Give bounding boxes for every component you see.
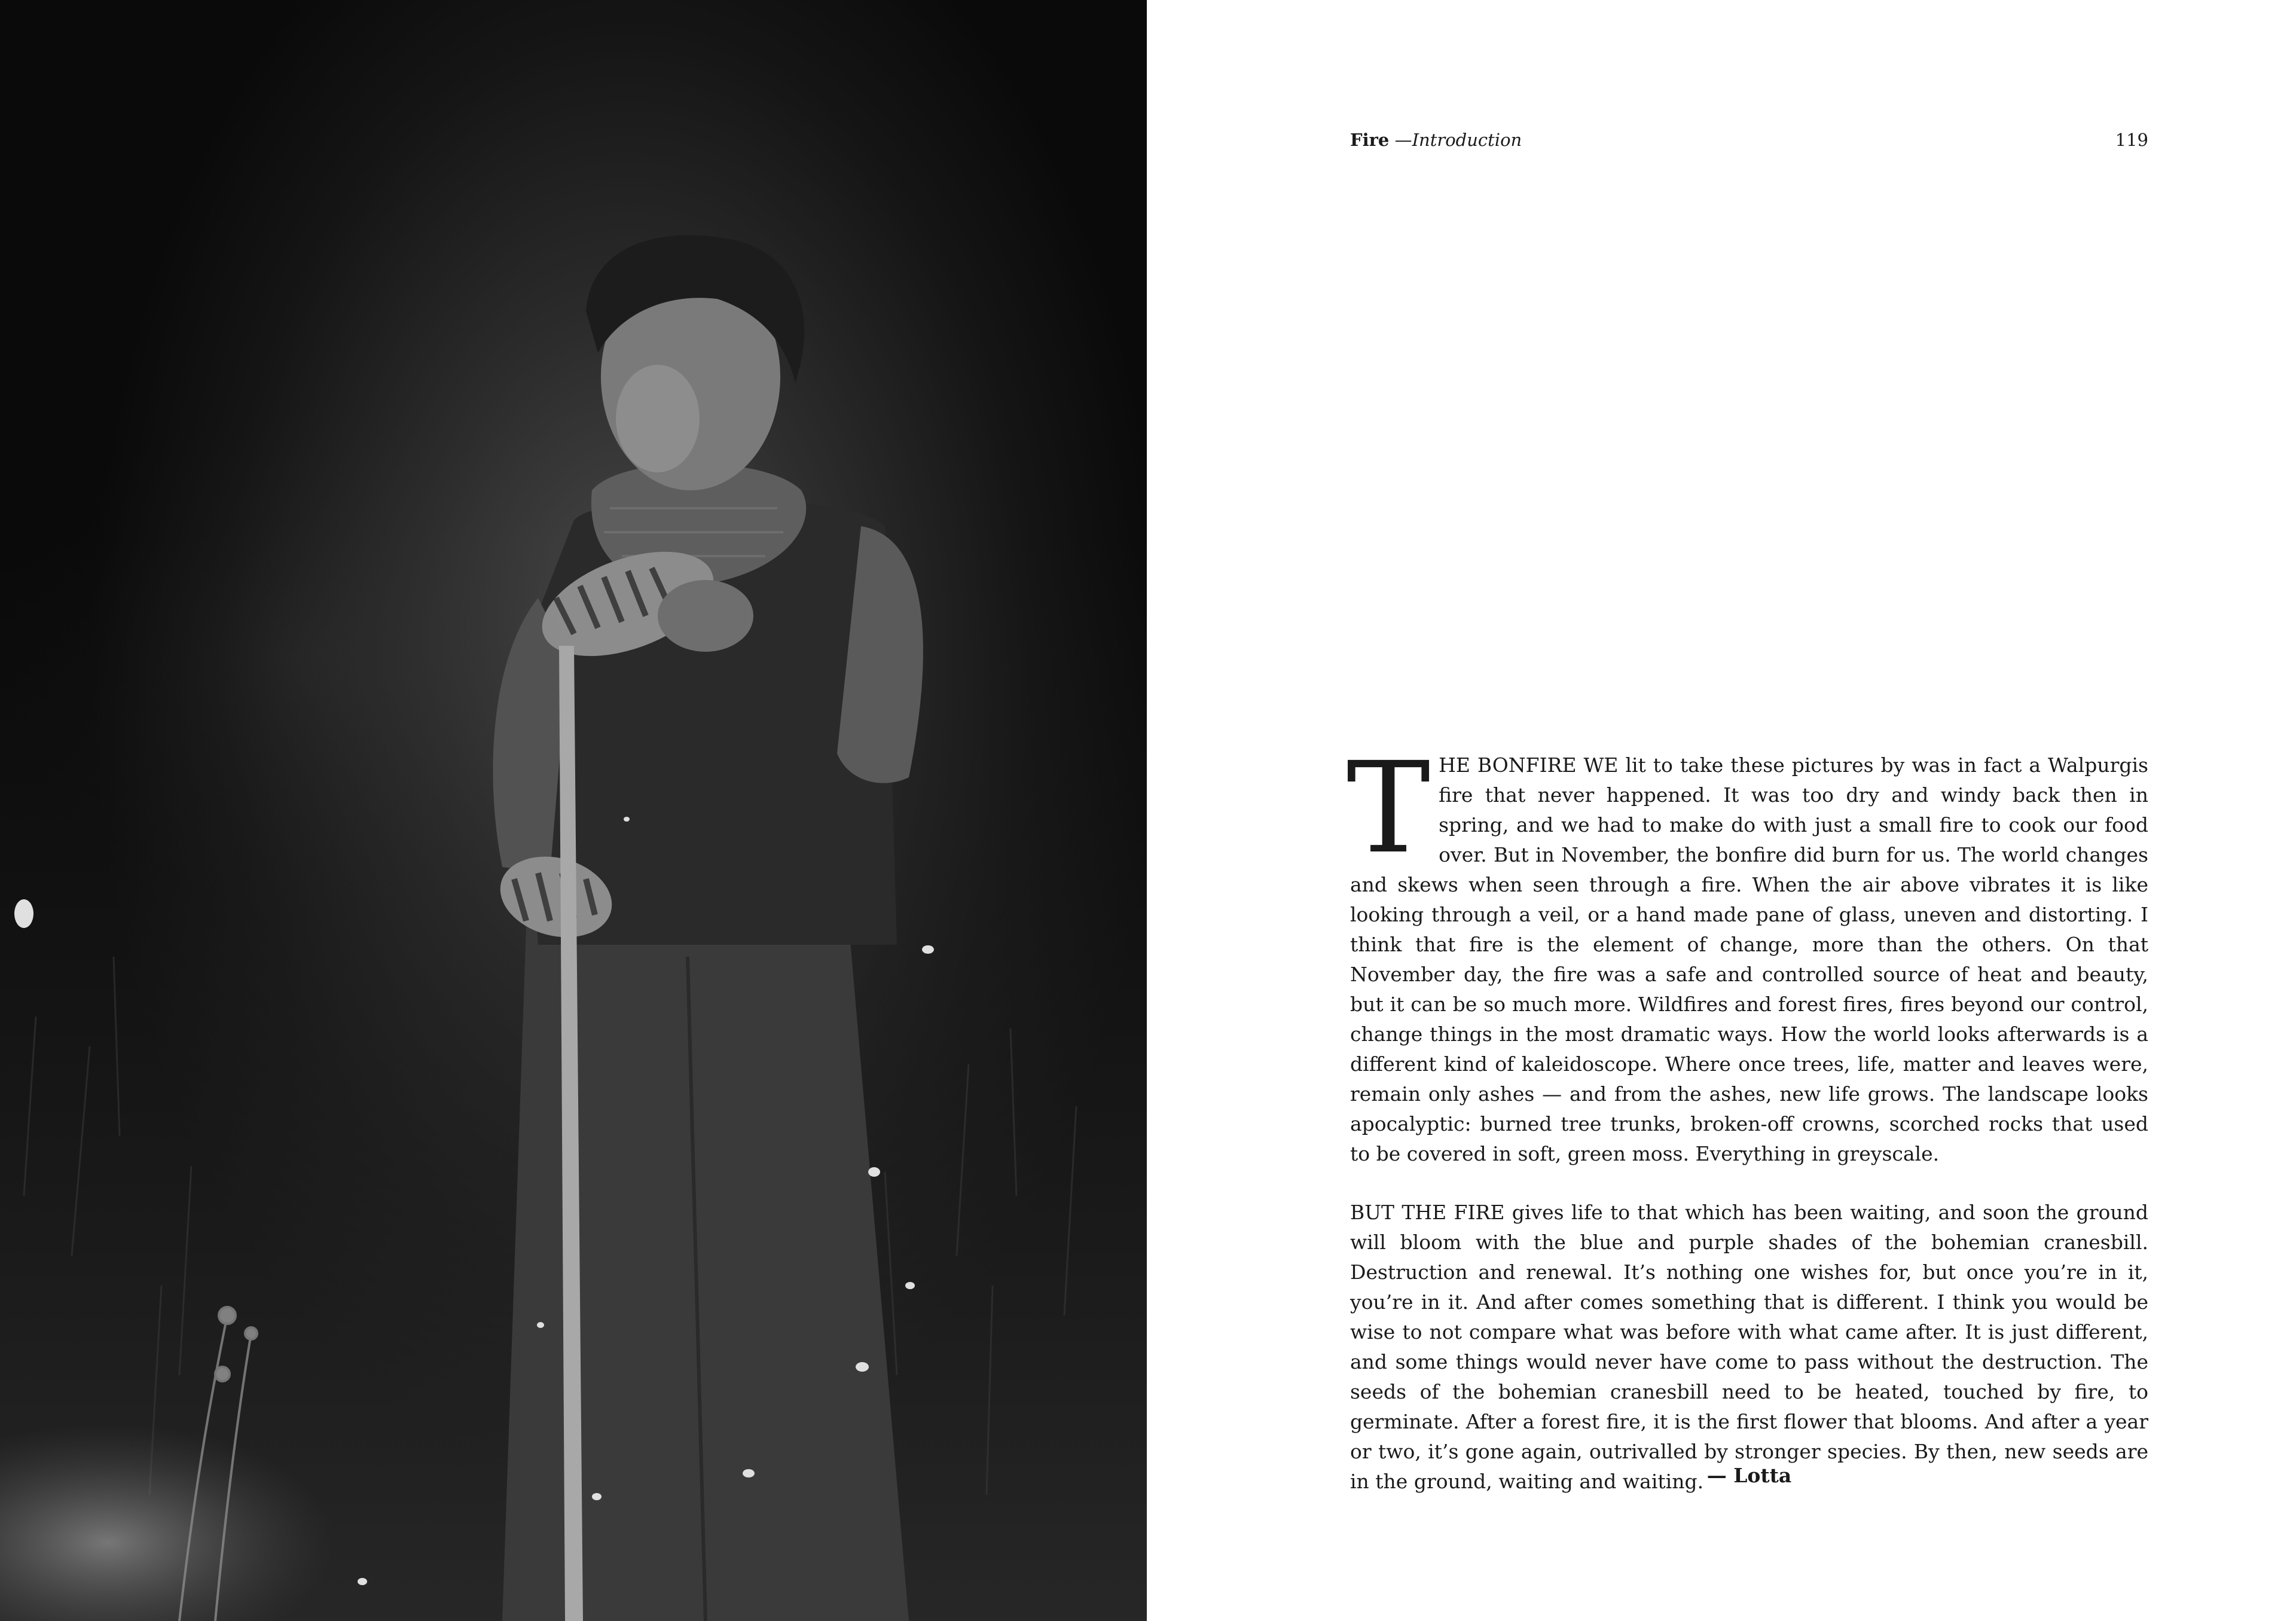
paragraph-2-text: gives life to that which has been waiting, and soon the ground will bloom with the blue and purple shades of the bohemian cranesbill. Destruction and renewal. It’s nothing one wishes for, but once you’re in it, you’re in it. And after comes something that is different. I think you would be wise to not compare what was before with what came after. It is just different, and some things would never have come to pass without the destruction. The seeds of the bohemian cranesbill need to be heated, touched by fire, to germinate. After a forest fire, it is the first flower that blooms. And after a year or two, it’s gone again, outrivalled by stronger species. By then, new seeds are in the ground, waiting and waiting. <box>1350 1201 2148 1493</box>
photograph <box>0 0 1147 1621</box>
drop-cap: T <box>1347 735 1431 881</box>
paragraph-1-text: lit to take these pictures by was in fact a Walpurgis fire that never happened. It was too dry and windy back then in spring, and we had to make do with just a small fire to cook our food over. But in November, the bonfire did burn for us. The world changes and skews when seen through a fire. When the air above vibrates it is like looking through a veil, or a hand made pane of glass, uneven and distorting. I think that fire is the element of change, more than the others. On that November day, the fire was a safe and controlled source of heat and beauty, but it can be so much more. Wildfires and forest fires, fires beyond our control, change things in the most dramatic ways. How the world looks afterwards is a different kind of kaleidoscope. Where once trees, life, matter and leaves were, remain only ashes — and from the ashes, new life grows. The landscape looks apocalyptic: burned tree trunks, broken-off crowns, scorched rocks that used to be covered in soft, green moss. Everything in greyscale. <box>1350 753 2148 1165</box>
paragraph-1 <box>1347 735 2148 1169</box>
page-number: 119 <box>2115 130 2148 150</box>
lead-in-1: HE BONFIRE WE <box>1439 753 1619 777</box>
author-signature: — Lotta <box>1706 1464 1792 1487</box>
subsection-title: Introduction <box>1412 130 1522 150</box>
article-body <box>1347 735 2148 1525</box>
woman-figure <box>491 235 923 1621</box>
running-head <box>1350 128 2148 152</box>
photo-illustration <box>0 0 1147 1621</box>
paragraph-2 <box>1350 1198 2148 1497</box>
text-page <box>1147 0 2296 1621</box>
section-title: Fire <box>1350 130 1390 150</box>
lead-in-2: BUT THE FIRE <box>1350 1201 1505 1224</box>
separator: — <box>1394 130 1412 150</box>
